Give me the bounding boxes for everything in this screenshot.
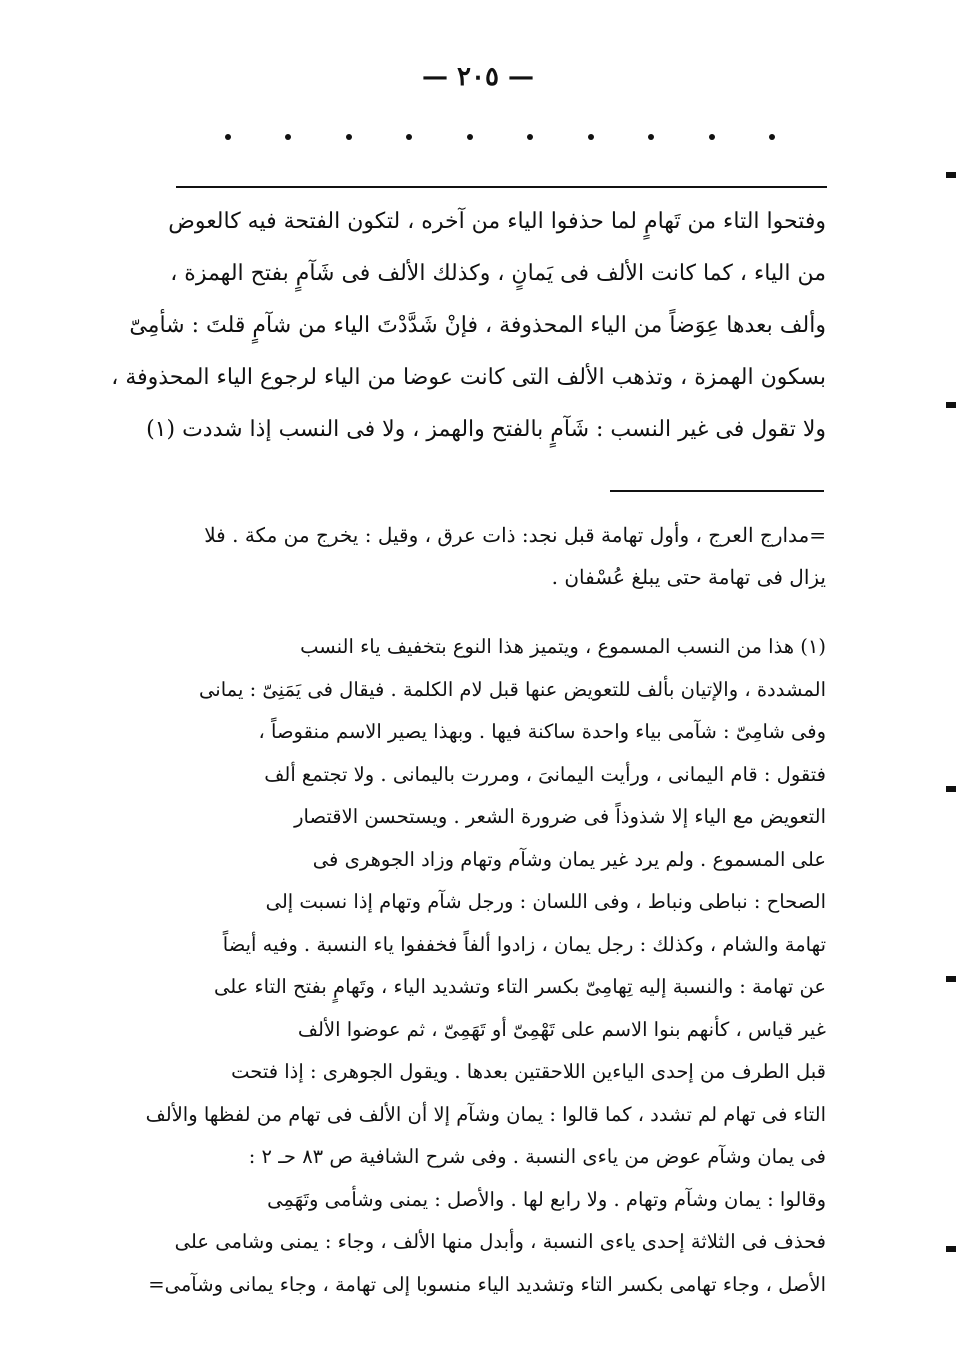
ornament-dot (225, 134, 231, 140)
ornament-dot (769, 134, 775, 140)
ornament-dot (467, 134, 473, 140)
main-text-line: وفتحوا التاء من تَهامٍ لما حذفوا الياء من آخره ، لتكون الفتحة فيه كالعوض (168, 209, 826, 234)
footnote-1 (145, 626, 826, 1306)
footnote-line: عن تهامة : والنسبة إليه تِهامِىّ بكسر التاء وتشديد الياء ، وتَهامٍ بفتح التاء على (213, 975, 826, 998)
footnote-continuation (176, 514, 826, 598)
footnote-line: المشددة ، والإتيان بألف للتعويض عنها قبل لام الكلمة . فيقال فى يَمَنِىّ : يمانى (199, 677, 826, 701)
ornament-dot (588, 134, 594, 140)
header-rule (176, 186, 827, 188)
main-text-line: بسكون الهمزة ، وتذهب الألف التى كانت عوضا من الياء لرجوع الياء المحذوفة ، (111, 365, 826, 390)
ornament-dot (285, 134, 291, 140)
ornament-dot (346, 134, 352, 140)
ornament-dot (527, 134, 533, 140)
footnote-line: فتقول : قام اليمانى ، ورأيت اليمانىَ ، ومررت باليمانى . ولا تجتمع ألف (264, 762, 826, 786)
main-text-line: من الياء ، كما كانت الألف فى يَمانٍ ، وكذلك الألف فى شَآمٍ بفتح الهمزة ، (170, 261, 826, 286)
footnote-line: التعويض مع الياء إلا شذوذاً فى ضرورة الشعر . ويستحسن الاقتصار (294, 805, 826, 828)
footnote-line: الأصل ، وجاء تهامى بكسر التاء وتشديد الياء منسوبا إلى تهامة ، وجاء يمانى وشآمى= (148, 1272, 826, 1296)
footnote-line: تهامة والشام ، وكذلك : رجل يمان ، زادوا ألفاً فخففوا ياء النسبة . وفيه أيضاً (222, 932, 826, 956)
ornament-dot (648, 134, 654, 140)
main-text-line: ولا تقول فى غير النسب : شَآمٍ بالفتح والهمز ، ولا فى النسب إذا شددت (١) (146, 417, 826, 442)
footnote-line: وفى شامِىّ : شآمى بياء واحدة ساكنة فيها . وبهذا يصير الاسم منقوصاً ، (258, 720, 826, 743)
footnote-separator-rule (610, 490, 824, 492)
continuation-line: يزال فى تهامة حتى يبلغ عُسْفان . (551, 565, 826, 589)
scan-margin-mark (946, 976, 956, 982)
decorative-dot-row (225, 134, 775, 140)
footnote-line: قبل الطرف من إحدى الياءين اللاحقتين بعدها . ويقول الجوهرى : إذا فتحت (231, 1060, 826, 1083)
ornament-dot (709, 134, 715, 140)
continuation-line: =مدارج العرج ، وأول تهامة قبل نجد: ذات عرق ، وقيل : يخرج من مكة . فلا (204, 523, 826, 547)
page-number: — ٢٠٥ — (421, 62, 535, 92)
scan-margin-mark (946, 172, 956, 178)
footnote-line: وقالوا : يمان وشآم وتهام . ولا رابع لها . والأصل : يمنى وشأمى وتَهَمِى (267, 1187, 826, 1211)
footnote-line: على المسموع . ولم يرد غير يمان وشآم وتهام وزاد الجوهرى فى (312, 847, 826, 871)
main-text (111, 196, 826, 456)
scan-margin-mark (946, 786, 956, 792)
scan-margin-mark (946, 1246, 956, 1252)
footnote-line: فى يمان وشآم عوض من ياءى النسبة . وفى شرح الشافية ص ٨٣ حـ ٢ : (248, 1145, 826, 1168)
main-text-line: وألف بعدها عِوَضاً من الياء المحذوفة ، فإنْ شَدَّدْتَ الياء من شآمٍ قلتَ : شأمِىّ (129, 313, 826, 338)
footnote-line: (١) هذا من النسب المسموع ، ويتميز هذا النوع بتخفيف ياء النسب (300, 635, 826, 658)
footnote-line: غير قياس ، كأنهم بنوا الاسم على تَهْمِىّ أو تَهَمِىّ ، ثم عوضوا الألف (297, 1017, 826, 1041)
ornament-dot (406, 134, 412, 140)
footnote-line: الصحاح : نباطى ونباط ، وفى اللسان : ورجل شآم وتهام إذا نسبت إلى (265, 890, 826, 913)
scan-margin-mark (946, 402, 956, 408)
footnote-line: فحذف فى الثلاثة إحدى ياءى النسبة ، وأبدل منها الألف ، وجاء : يمنى وشامى على (174, 1230, 826, 1253)
footnote-line: التاء فى تهام لم تشدد ، كما قالوا : يمان وشآم إلا أن الألف فى تهام من لفظها والألف (145, 1102, 826, 1126)
